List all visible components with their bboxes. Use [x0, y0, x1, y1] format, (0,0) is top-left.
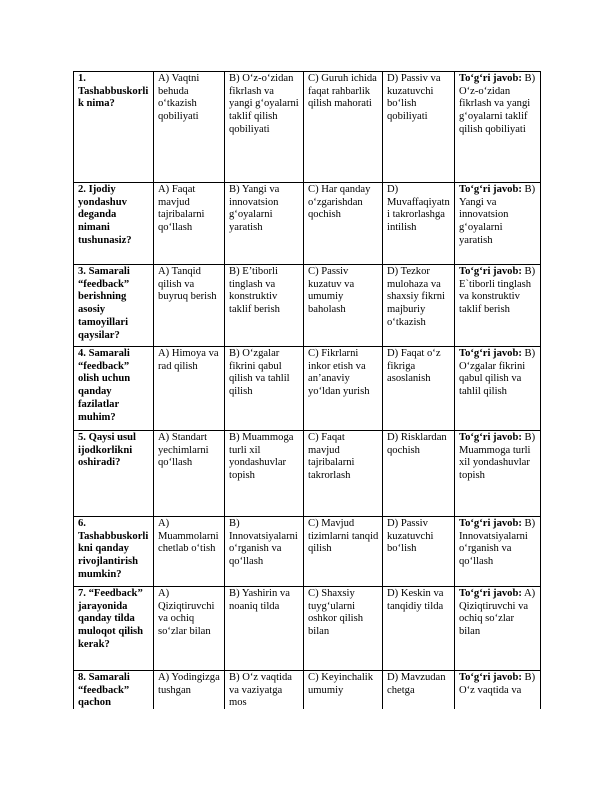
correct-answer-label: To‘g‘ri javob:	[459, 348, 522, 359]
correct-answer-text: A) Qiziqtiruvchi va ochiq so‘zlar bilan	[459, 588, 536, 638]
quiz-table	[73, 71, 541, 709]
table-row	[74, 265, 541, 347]
correct-answer-label: To‘g‘ri javob:	[459, 518, 522, 529]
option-b-cell: B) E’tiborli tinglash va konstruktiv taklif berish	[225, 265, 304, 347]
correct-answer-label: To‘g‘ri javob:	[459, 184, 522, 195]
question-cell: 3. Samarali “feedback” berishning asosiy tamoyillari qaysilar?	[74, 265, 154, 347]
quiz-table-body	[74, 72, 541, 710]
table-row	[74, 671, 541, 710]
table-viewport	[73, 71, 543, 709]
correct-answer-label: To‘g‘ri javob:	[459, 588, 522, 599]
option-a-cell: A) Standart yechimlarni qo‘llash	[154, 431, 225, 517]
option-d-cell: D) Risklardan qochish	[383, 431, 455, 517]
question-cell: 2. Ijodiy yondashuv deganda nimani tushunasiz?	[74, 183, 154, 265]
correct-answer-text: B) O‘z vaqtida va	[459, 672, 536, 696]
option-c-cell: C) Mavjud tizimlarni tanqid qilish	[304, 517, 383, 587]
correct-answer-cell	[455, 265, 541, 347]
option-b-cell: B) O‘z vaqtida va vaziyatga mos	[225, 671, 304, 710]
correct-answer-cell	[455, 671, 541, 710]
correct-answer-text: B) Muammoga turli xil yondashuvlar topish	[459, 432, 536, 482]
option-b-cell: B) Yangi va innovatsion g‘oyalarni yaratish	[225, 183, 304, 265]
option-b-cell: B) Yashirin va noaniq tilda	[225, 587, 304, 671]
option-a-cell: A) Qiziqtiruvchi va ochiq so‘zlar bilan	[154, 587, 225, 671]
correct-answer-cell	[455, 587, 541, 671]
option-d-cell: D) Faqat o‘z fikriga asoslanish	[383, 347, 455, 431]
question-cell: 4. Samarali “feedback” olish uchun qanday fazilatlar muhim?	[74, 347, 154, 431]
question-cell: 7. “Feedback” jarayonida qanday tilda muloqot qilish kerak?	[74, 587, 154, 671]
correct-answer-text: B) Yangi va innovatsion g‘oyalarni yaratish	[459, 184, 536, 246]
option-c-cell: C) Keyinchalik umumiy	[304, 671, 383, 710]
table-row	[74, 72, 541, 183]
option-d-cell: D) Passiv kuzatuvchi bo‘lish	[383, 517, 455, 587]
option-a-cell: A) Yodingizga tushgan	[154, 671, 225, 710]
option-a-cell: A) Himoya va rad qilish	[154, 347, 225, 431]
correct-answer-text: B) O‘zgalar fikrini qabul qilish va tahlil qilish	[459, 348, 536, 398]
option-d-cell: D) Passiv va kuzatuvchi bo‘lish qobiliyati	[383, 72, 455, 183]
correct-answer-label: To‘g‘ri javob:	[459, 672, 522, 683]
correct-answer-label: To‘g‘ri javob:	[459, 73, 522, 84]
option-a-cell: A) Tanqid qilish va buyruq berish	[154, 265, 225, 347]
question-cell: 6. Tashabbuskorlikni qanday rivojlantirish mumkin?	[74, 517, 154, 587]
table-row	[74, 431, 541, 517]
option-d-cell: D) Mavzudan chetga	[383, 671, 455, 710]
option-c-cell: C) Fikrlarni inkor etish va an’anaviy yo‘ldan yurish	[304, 347, 383, 431]
correct-answer-cell	[455, 183, 541, 265]
question-cell: 8. Samarali “feedback” qachon	[74, 671, 154, 710]
correct-answer-cell	[455, 517, 541, 587]
question-cell: 1. Tashabbuskorlik nima?	[74, 72, 154, 183]
option-b-cell: B) Muammoga turli xil yondashuvlar topish	[225, 431, 304, 517]
option-c-cell: C) Shaxsiy tuyg‘ularni oshkor qilish bilan	[304, 587, 383, 671]
correct-answer-label: To‘g‘ri javob:	[459, 432, 522, 443]
option-a-cell: A) Muammolarni chetlab o‘tish	[154, 517, 225, 587]
correct-answer-cell	[455, 431, 541, 517]
table-row	[74, 517, 541, 587]
correct-answer-text: B) O‘z-o‘zidan fikrlash va yangi g‘oyalarni taklif qilish qobiliyati	[459, 73, 536, 135]
correct-answer-text: B) Innovatsiyalarni o‘rganish va qo‘llash	[459, 518, 536, 568]
option-c-cell: C) Passiv kuzatuv va umumiy baholash	[304, 265, 383, 347]
option-d-cell: D) Keskin va tanqidiy tilda	[383, 587, 455, 671]
option-d-cell: D) Tezkor mulohaza va shaxsiy fikrni majburiy o‘tkazish	[383, 265, 455, 347]
question-cell: 5. Qaysi usul ijodkorlikni oshiradi?	[74, 431, 154, 517]
table-row	[74, 587, 541, 671]
option-a-cell: A) Vaqtni behuda o‘tkazish qobiliyati	[154, 72, 225, 183]
correct-answer-cell	[455, 347, 541, 431]
option-d-cell: D) Muvaffaqiyatni takrorlashga intilish	[383, 183, 455, 265]
option-b-cell: B) O‘zgalar fikrini qabul qilish va tahlil qilish	[225, 347, 304, 431]
option-c-cell: C) Guruh ichida faqat rahbarlik qilish mahorati	[304, 72, 383, 183]
option-c-cell: C) Faqat mavjud tajribalarni takrorlash	[304, 431, 383, 517]
table-row	[74, 183, 541, 265]
option-a-cell: A) Faqat mavjud tajribalarni qo‘llash	[154, 183, 225, 265]
correct-answer-cell	[455, 72, 541, 183]
correct-answer-text: B) E`tiborli tinglash va konstruktiv taklif berish	[459, 266, 536, 316]
option-b-cell: B) Innovatsiyalarni o‘rganish va qo‘llash	[225, 517, 304, 587]
table-row	[74, 347, 541, 431]
option-b-cell: B) O‘z-o‘zidan fikrlash va yangi g‘oyalarni taklif qilish qobiliyati	[225, 72, 304, 183]
correct-answer-label: To‘g‘ri javob:	[459, 266, 522, 277]
option-c-cell: C) Har qanday o‘zgarishdan qochish	[304, 183, 383, 265]
